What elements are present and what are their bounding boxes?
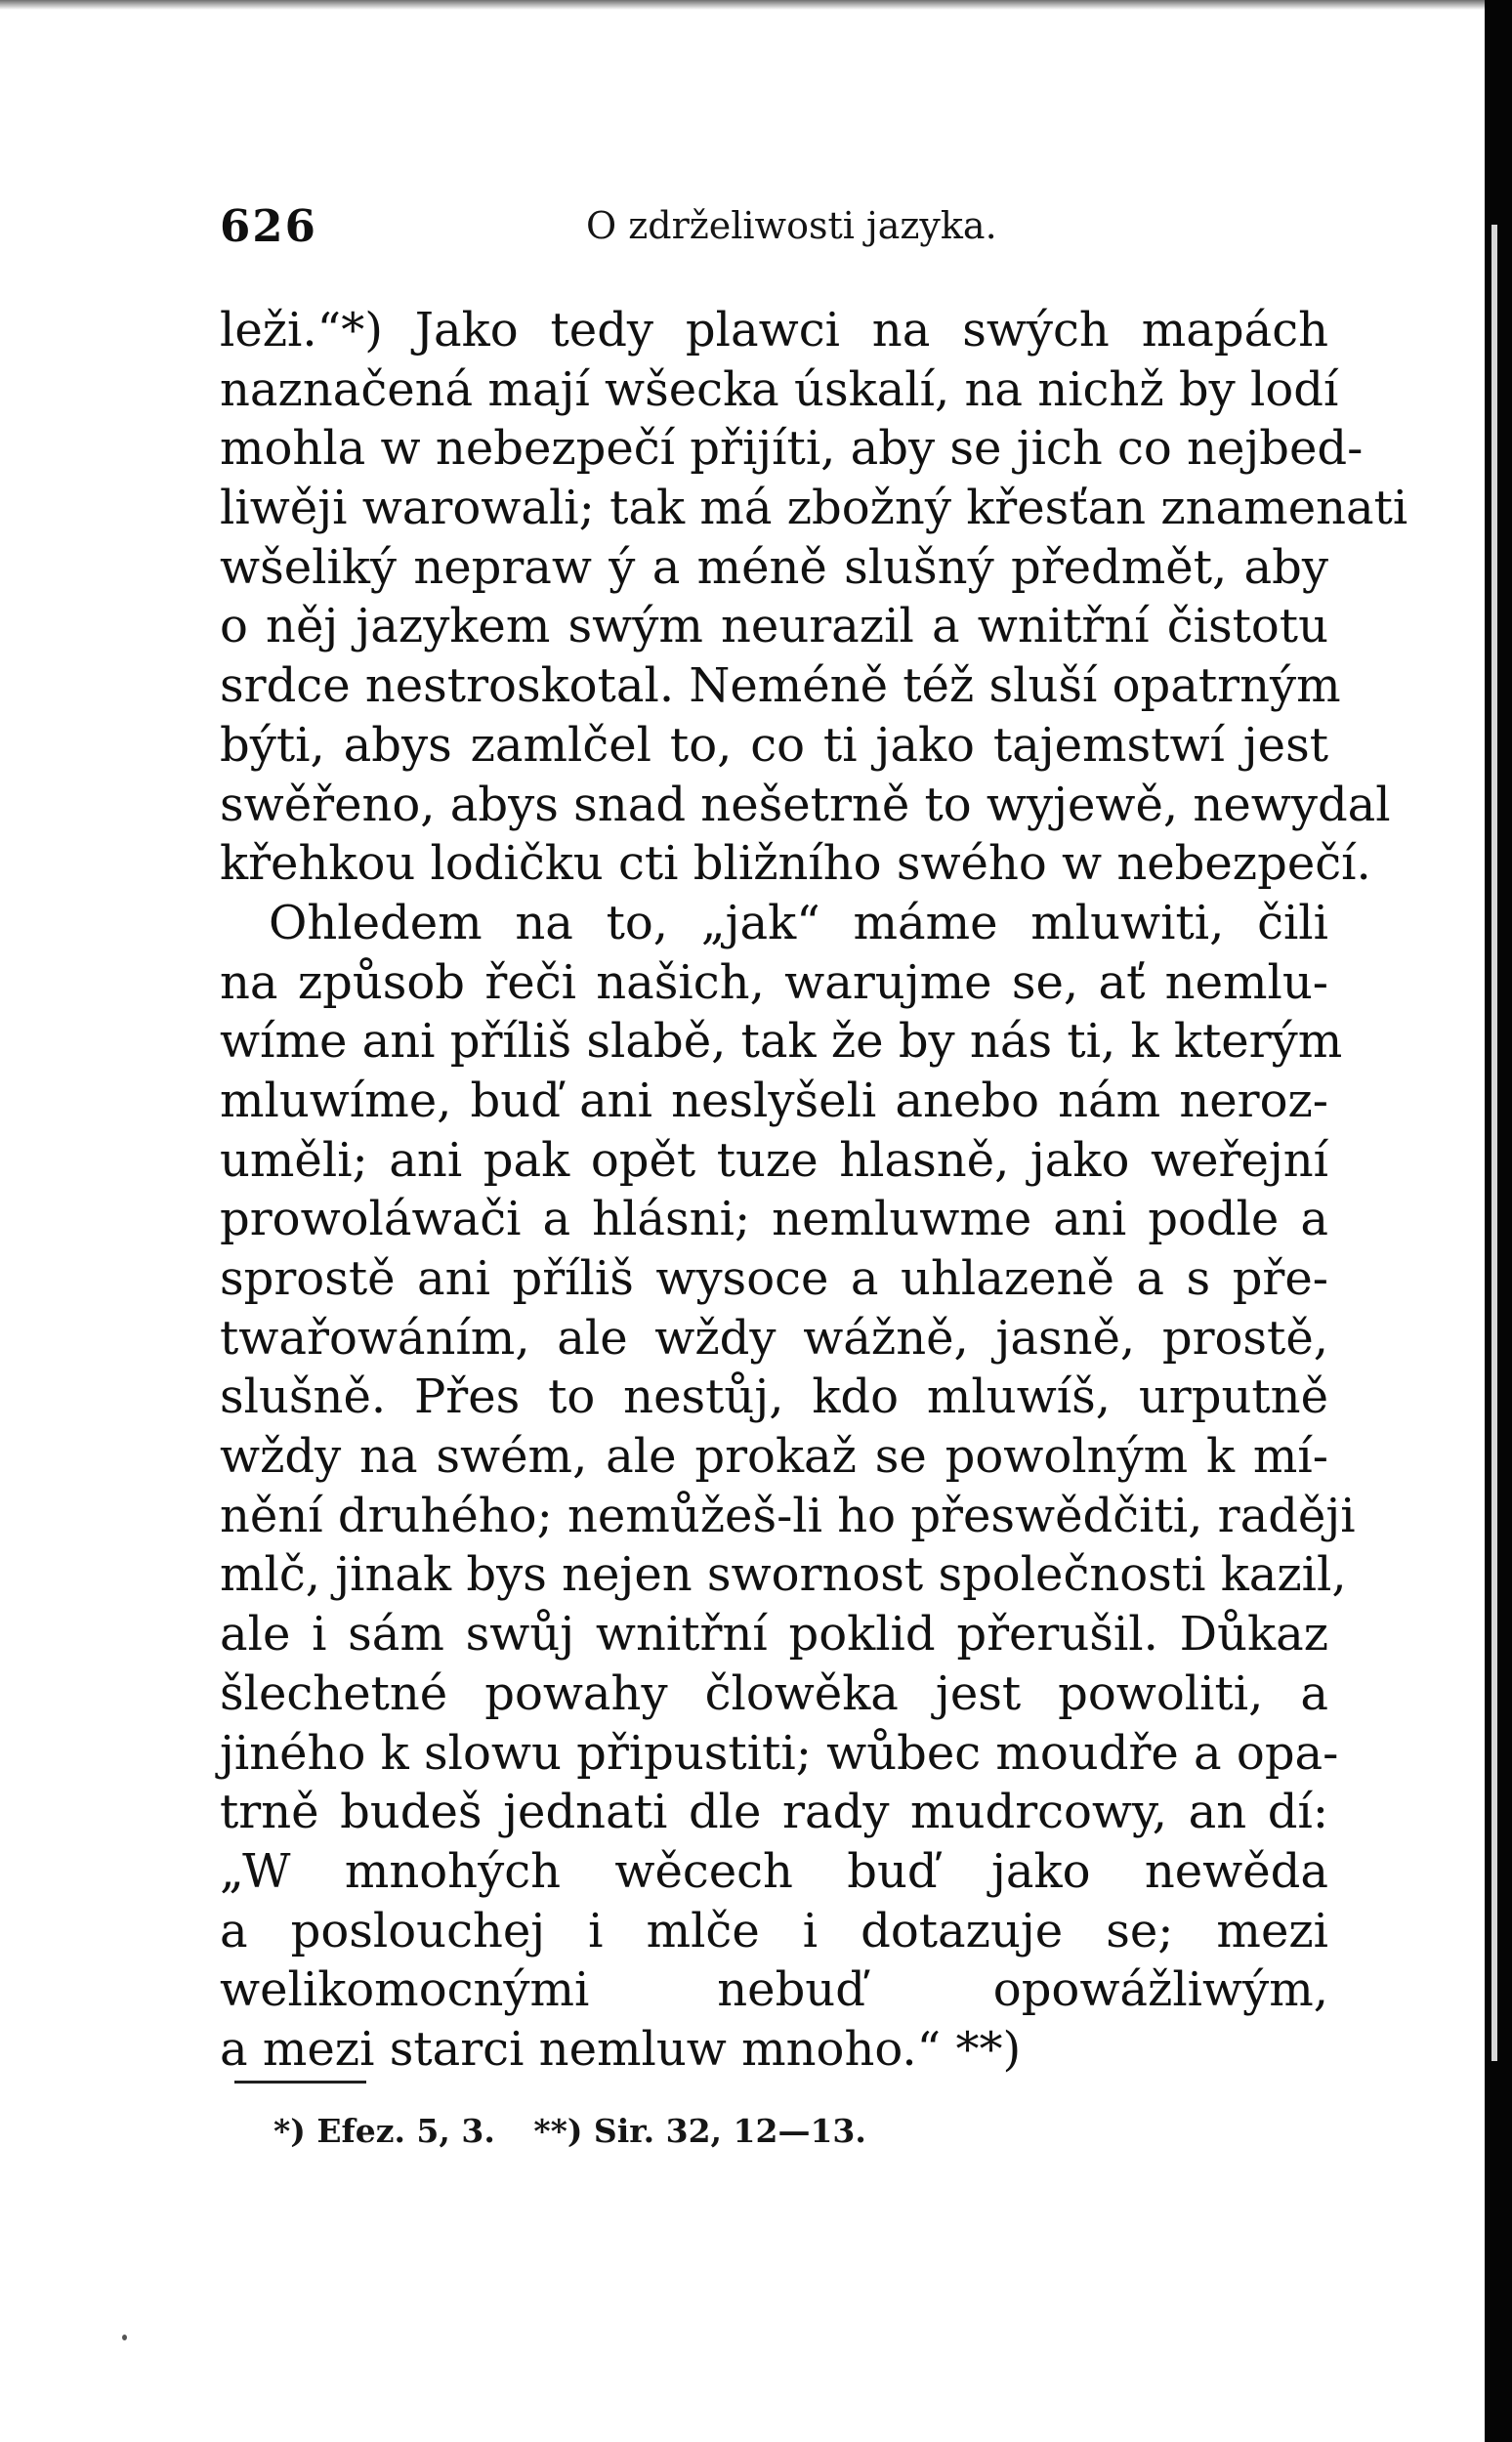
text-line: liwěji warowali; tak má zbožný křesťan znamenati: [220, 481, 1408, 536]
text-line: a mezi starci nemluw mnoho.“ **): [220, 2021, 1022, 2077]
text-line: křehkou lodičku cti bližního swého w nebezpečí.: [220, 836, 1371, 892]
text-line: jiného k slowu připustiti; wůbec moudře a opa-: [220, 1725, 1339, 1781]
footnotes: [273, 2112, 866, 2150]
text-line: šlechetné powahy člowěka jest powoliti, a: [220, 1665, 1328, 1721]
text-line: sprostě ani příliš wysoce a uhlazeně a s pře-: [220, 1251, 1328, 1306]
text-line: wšeliký nepraw ý a méně slušný předmět, aby: [220, 539, 1328, 595]
text-line: swěřeno, abys snad nešetrně to wyjewě, newydal: [220, 777, 1391, 832]
text-line: ale i sám swůj wnitřní poklid přerušil. Důkaz: [220, 1607, 1328, 1663]
text-line: o něj jazykem swým neurazil a wnitřní čistotu: [220, 599, 1328, 654]
text-line: slušně. Přes to nestůj, kdo mluwíš, urputně: [220, 1369, 1328, 1425]
running-title: O zdrželiwosti jazyka.: [586, 204, 997, 247]
text-line: twařowáním, ale wždy wážně, jasně, prostě,: [220, 1310, 1328, 1366]
text-line: naznačená mají wšecka úskalí, na nichž by lodí: [220, 361, 1339, 417]
page-number: 626: [220, 200, 317, 252]
text-line: býti, abys zamlčel to, co ti jako tajemstwí jest: [220, 717, 1328, 773]
text-line: mluwíme, buď ani neslyšeli anebo nám neroz-: [220, 1073, 1328, 1128]
page-top-shadow: [0, 0, 1485, 10]
text-line: mlč, jinak bys nejen swornost společnosti kazil,: [220, 1547, 1347, 1603]
page-right-edge: [1485, 0, 1512, 2442]
text-line: uměli; ani pak opět tuze hlasně, jako weřejní: [220, 1132, 1328, 1188]
text-line: na způsob řeči našich, warujme se, ať nemlu-: [220, 954, 1328, 1010]
text-line: prowoláwači a hlásni; nemluwme ani podle a: [220, 1192, 1328, 1247]
text-line: mohla w nebezpečí přijíti, aby se jich co nejbed-: [220, 421, 1364, 477]
footnote-1: *) Efez. 5, 3.: [273, 2112, 495, 2150]
text-line: trně budeš jednati dle rady mudrcowy, an dí:: [220, 1785, 1328, 1840]
text-line: „W mnohých wěcech buď jako newěda: [220, 1843, 1328, 1899]
page-edge-strip: [1491, 225, 1497, 2061]
text-line: leži.“*) Jako tedy plawci na swých mapách: [220, 303, 1328, 358]
text-line: wíme ani příliš slabě, tak že by nás ti, k kterým: [220, 1014, 1343, 1070]
page-header: [220, 200, 1328, 259]
text-line: welikomocnými nebuď opowážliwým,: [220, 1962, 1328, 2018]
footnote-2: **) Sir. 32, 12—13.: [533, 2112, 866, 2150]
text-line: a poslouchej i mlče i dotazuje se; mezi: [220, 1903, 1328, 1958]
text-line: nění druhého; nemůžeš-li ho přeswědčiti, raději: [220, 1488, 1356, 1543]
body-text: [220, 301, 1408, 2080]
text-line: srdce nestroskotal. Neméně též sluší opatrným: [220, 658, 1341, 714]
text-line: wždy na swém, ale prokaž se powolným k mí-: [220, 1429, 1328, 1485]
text-line-paragraph-start: Ohledem na to, „jak“ máme mluwiti, čili: [269, 895, 1328, 950]
paper-speck: [122, 2335, 127, 2340]
footnote-rule: [234, 2081, 366, 2084]
